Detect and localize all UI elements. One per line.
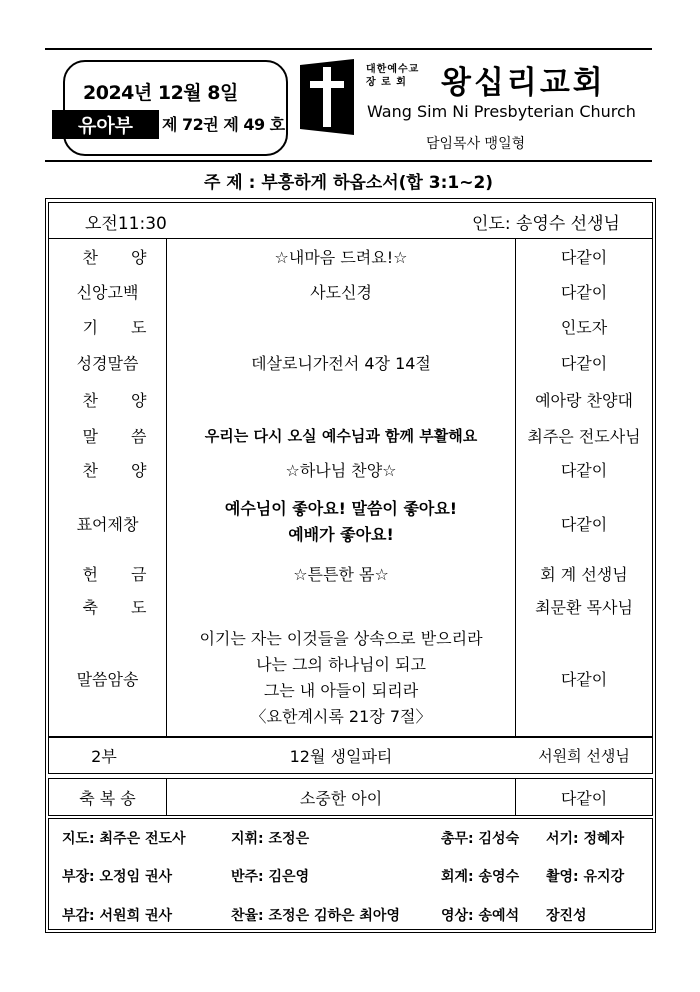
order-person: 최문환 목사님 [535, 597, 633, 617]
order-item: 찬 양 [82, 390, 161, 410]
memory-verse-reference: 〈요한계시록 21장 7절〉 [250, 707, 432, 726]
blessing-song-title: 소중한 아이 [299, 788, 383, 808]
staff-conductor: 지휘: 조정은 [231, 831, 310, 847]
part2-label: 2부 [91, 747, 117, 766]
denomination-line1: 대한예수교 [366, 64, 420, 75]
order-content: 데살로니가전서 4장 14절 [251, 353, 431, 373]
sermon-theme: 주 제 : 부흥하게 하옵소서(합 3:1~2) [203, 173, 494, 193]
order-content: ☆내마음 드려요!☆ [274, 247, 408, 267]
order-item: 신앙고백 [76, 282, 139, 302]
order-item: 찬 양 [82, 247, 161, 267]
order-content [167, 493, 515, 551]
order-person: 다같이 [560, 247, 608, 267]
blessing-song-label: 축 복 송 [79, 788, 136, 808]
order-person: 예아랑 찬양대 [535, 390, 633, 410]
memory-verse-line-2: 나는 그의 하나님이 되고 [256, 655, 426, 674]
senior-pastor: 담임목사 맹일형 [426, 136, 526, 152]
order-item: 헌 금 [82, 564, 161, 584]
church-name-english: Wang Sim Ni Presbyterian Church [367, 102, 636, 121]
staff-secretary: 서기: 정혜자 [546, 831, 625, 847]
denomination-label [366, 63, 419, 89]
order-person: 최주은 전도사님 [527, 426, 641, 446]
order-item: 찬 양 [82, 460, 161, 480]
header-bottom-rule [45, 160, 652, 162]
blessing-song-person: 다같이 [560, 788, 608, 808]
motto-line-2: 예배가 좋아요! [288, 525, 394, 544]
order-item: 말씀암송 [76, 669, 139, 689]
order-person: 회 계 선생님 [540, 564, 628, 584]
staff-video: 영상: 송예석 [441, 908, 520, 924]
service-time: 오전11:30 [85, 214, 167, 234]
service-leader: 인도: 송영수 선생님 [472, 214, 620, 234]
date-box [63, 60, 288, 156]
part2-person: 서원희 선생님 [538, 747, 630, 765]
order-item: 표어제창 [76, 514, 139, 534]
order-person: 인도자 [560, 317, 608, 337]
staff-general-affairs: 총무: 김성숙 [441, 831, 520, 847]
staff-head: 부장: 오정임 권사 [62, 869, 173, 885]
order-item: 말 씀 [82, 426, 161, 446]
order-person: 다같이 [560, 514, 608, 534]
bulletin-date: 2024년 12월 8일 [83, 82, 238, 104]
department-badge: 유아부 [52, 110, 159, 139]
order-content [167, 624, 515, 732]
order-item: 성경말씀 [76, 353, 139, 373]
order-content [167, 310, 515, 342]
order-item: 기 도 [82, 317, 161, 337]
staff-deputy: 부감: 서원희 권사 [62, 908, 173, 924]
part2-content: 12월 생일파티 [289, 747, 393, 766]
order-person: 다같이 [560, 353, 608, 373]
staff-accountant: 회계: 송영수 [441, 869, 520, 885]
order-content [167, 590, 515, 622]
memory-verse-line-3: 그는 내 아들이 되리라 [263, 681, 419, 700]
staff-director: 지도: 최주은 전도사 [62, 831, 186, 847]
staff-video-2: 장진성 [546, 908, 587, 924]
order-content: ☆하나님 찬양☆ [285, 460, 397, 480]
order-person: 다같이 [560, 460, 608, 480]
service-header-divider [48, 238, 653, 239]
volume-number: 제 72권 제 49 호 [162, 115, 285, 134]
order-person: 다같이 [560, 669, 608, 689]
staff-choreography: 찬율: 조정은 김하은 최아영 [231, 908, 400, 924]
header-top-rule [45, 48, 652, 50]
order-content: 사도신경 [310, 282, 372, 302]
church-name: 왕십리교회 [441, 65, 606, 101]
denomination-line2: 장 로 회 [366, 77, 407, 88]
order-item: 축 도 [82, 597, 161, 617]
staff-accompanist: 반주: 김은영 [231, 869, 310, 885]
memory-verse-line-1: 이기는 자는 이것들을 상속으로 받으리라 [199, 629, 483, 648]
motto-line-1: 예수님이 좋아요! 말씀이 좋아요! [224, 499, 458, 518]
staff-photographer: 촬영: 유지강 [546, 869, 625, 885]
order-content [167, 383, 515, 415]
order-person: 다같이 [560, 282, 608, 302]
order-content: 우리는 다시 오실 예수님과 함께 부활해요 [204, 426, 478, 445]
order-content: ☆튼튼한 몸☆ [293, 564, 389, 584]
church-cross-logo-icon [298, 57, 356, 137]
